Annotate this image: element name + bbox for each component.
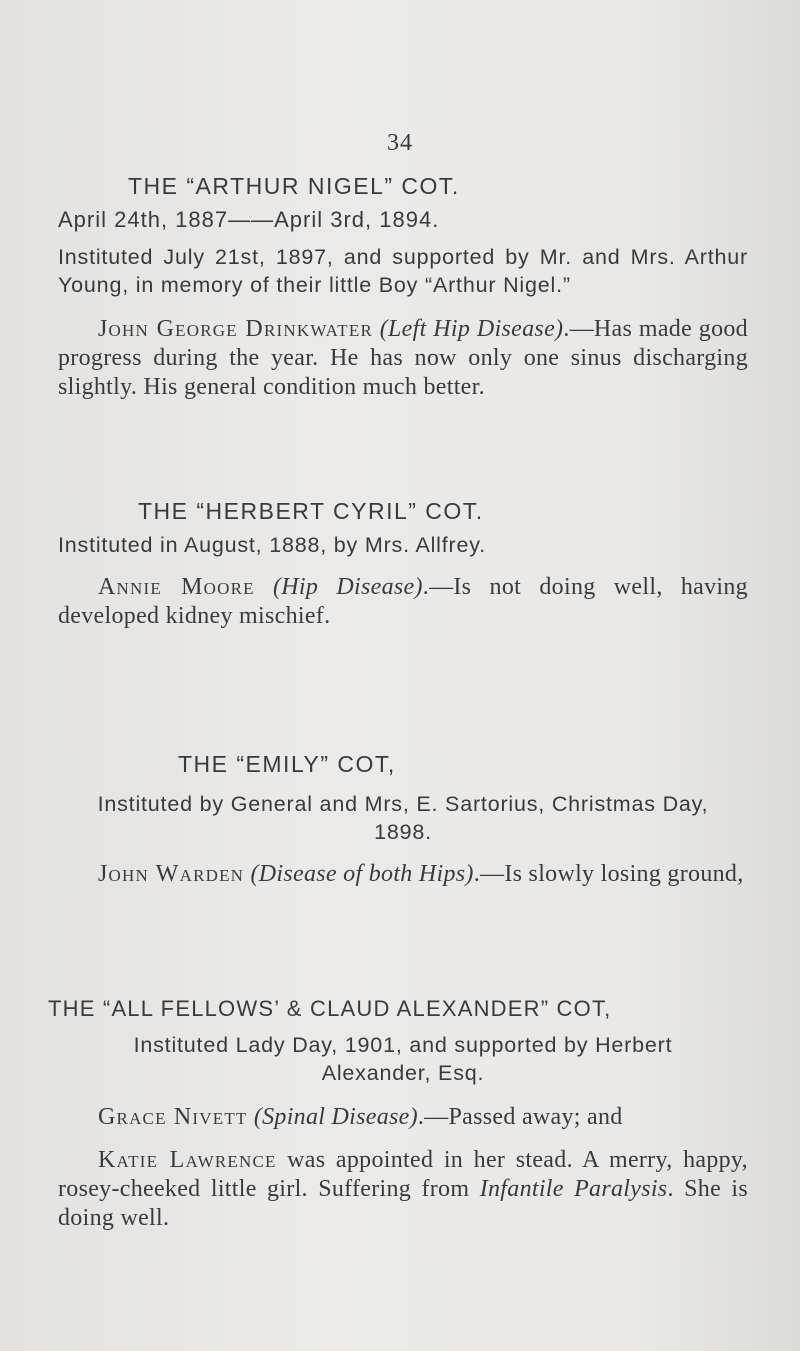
cot-title: THE “ARTHUR NIGEL” COT. <box>128 173 460 199</box>
patient-entry <box>58 1103 748 1132</box>
patient-note: .—Has made good progress during the year. He has now only one sinus discharging slightly. His general condition much better. <box>58 316 748 400</box>
patient-entry <box>58 315 748 402</box>
patient-name: Katie Lawrence <box>98 1147 277 1173</box>
cot-instituted: Instituted Lady Day, 1901, and supported by Herbert Alexander, Esq. <box>133 1033 673 1085</box>
patient-note: .—Passed away; and <box>417 1104 623 1130</box>
cot-title: THE “ALL FELLOWS’ & CLAUD ALEXANDER” COT, <box>48 996 612 1021</box>
cot-instituted: Instituted July 21st, 1897, and supported by Mr. and Mrs. Arthur Young, in memory of their little Boy “Arthur Nigel.” <box>58 245 748 297</box>
cot-section-all-fellows <box>48 995 748 1233</box>
page-number: 34 <box>387 130 413 156</box>
cot-section-herbert-cyril <box>58 497 748 631</box>
patient-name: Grace Nivett <box>98 1104 248 1130</box>
patient-name: John George Drinkwater <box>98 316 373 342</box>
cot-dates: April 24th, 1887——April 3rd, 1894. <box>58 207 440 232</box>
patient-note: . She is doing well. <box>58 1176 748 1231</box>
patient-entry <box>58 860 748 889</box>
cot-instituted: Instituted by General and Mrs, E. Sartorius, Christmas Day, 1898. <box>97 792 709 844</box>
patient-note: .—Is not doing well, having developed kidney mischief. <box>58 574 748 629</box>
cot-section-arthur-nigel <box>58 172 748 402</box>
patient-note-before: was appointed in her stead. A merry, happy, rosey-cheeked little girl. Suffering from <box>58 1147 748 1202</box>
cot-title: THE “EMILY” COT, <box>178 751 396 777</box>
cot-section-emily <box>58 750 748 889</box>
patient-entry <box>58 573 748 631</box>
patient-disease: Infantile Paralysis <box>479 1176 668 1202</box>
patient-note: .—Is slowly losing ground, <box>473 861 744 887</box>
cot-title: THE “HERBERT CYRIL” COT. <box>138 498 484 524</box>
patient-name: John Warden <box>98 861 245 887</box>
patient-disease: (Left Hip Disease) <box>379 316 564 342</box>
patient-name: Annie Moore <box>98 574 255 600</box>
patient-entry <box>58 1146 748 1233</box>
cot-instituted: Instituted in August, 1888, by Mrs. Allfrey. <box>58 533 486 557</box>
patient-disease: (Hip Disease) <box>272 574 423 600</box>
patient-disease: (Disease of both Hips) <box>250 861 474 887</box>
patient-disease: (Spinal Disease) <box>253 1104 418 1130</box>
